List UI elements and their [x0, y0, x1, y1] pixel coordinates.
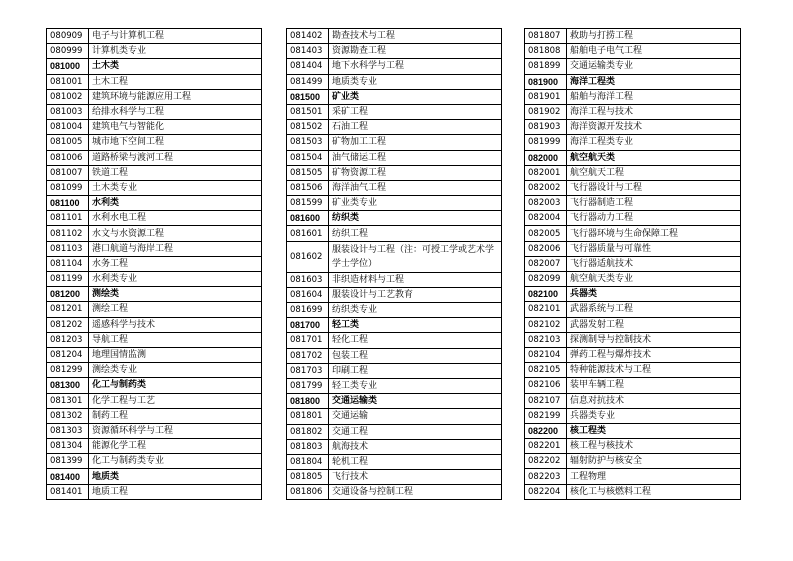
major-code-cell: 081203 — [47, 332, 89, 347]
major-code-cell: 081501 — [287, 104, 329, 119]
major-code-cell: 081202 — [47, 317, 89, 332]
major-code-cell: 080999 — [47, 44, 89, 59]
major-name-cell: 飞行器环境与生命保障工程 — [567, 226, 741, 241]
table-row — [47, 408, 262, 423]
major-code-cell: 082202 — [525, 454, 567, 469]
major-code-cell: 082103 — [525, 332, 567, 347]
major-code-cell: 081404 — [287, 59, 329, 74]
major-code-cell: 081899 — [525, 59, 567, 74]
major-name-cell: 辐射防护与核安全 — [567, 454, 741, 469]
table-row — [287, 241, 502, 272]
major-code-cell: 081204 — [47, 347, 89, 362]
table-row — [47, 150, 262, 165]
major-code-cell: 081004 — [47, 120, 89, 135]
table-row — [525, 363, 741, 378]
major-code-cell: 081703 — [287, 363, 329, 378]
major-code-cell: 081599 — [287, 196, 329, 211]
table-row — [525, 196, 741, 211]
major-code-cell: 082001 — [525, 165, 567, 180]
category-header-row — [287, 394, 502, 409]
major-code-cell: 082105 — [525, 363, 567, 378]
major-code-cell: 081401 — [47, 484, 89, 499]
major-name-cell: 交通运输类专业 — [567, 59, 741, 74]
major-code-cell: 081200 — [47, 287, 89, 302]
major-code-cell: 081302 — [47, 408, 89, 423]
table-row — [287, 120, 502, 135]
major-name-cell: 制药工程 — [89, 408, 262, 423]
major-name-cell: 石油工程 — [329, 120, 502, 135]
major-name-cell: 化工与制药类 — [89, 378, 262, 393]
major-name-cell: 核工程类 — [567, 423, 741, 438]
major-name-cell: 测绘类 — [89, 287, 262, 302]
major-name-cell: 给排水科学与工程 — [89, 104, 262, 119]
major-code-cell: 081003 — [47, 104, 89, 119]
table-row — [47, 135, 262, 150]
major-code-cell: 081403 — [287, 44, 329, 59]
category-header-row — [287, 318, 502, 333]
major-name-cell: 资源勘查工程 — [329, 44, 502, 59]
major-code-cell: 081699 — [287, 303, 329, 318]
table-row — [287, 59, 502, 74]
major-code-cell: 082102 — [525, 317, 567, 332]
major-name-cell: 计算机类专业 — [89, 44, 262, 59]
table-row — [287, 378, 502, 393]
major-name-cell: 建筑电气与智能化 — [89, 120, 262, 135]
major-code-cell: 082100 — [525, 287, 567, 302]
major-code-cell: 081000 — [47, 59, 89, 74]
major-code-cell: 081100 — [47, 196, 89, 211]
major-code-cell: 081103 — [47, 241, 89, 256]
table-row — [525, 302, 741, 317]
major-name-cell: 航海技术 — [329, 439, 502, 454]
major-code-cell: 082200 — [525, 423, 567, 438]
major-name-cell: 能源化学工程 — [89, 439, 262, 454]
category-header-row — [47, 378, 262, 393]
major-code-cell: 081902 — [525, 104, 567, 119]
major-code-cell: 081500 — [287, 89, 329, 104]
major-code-cell: 081504 — [287, 150, 329, 165]
major-code-cell: 082000 — [525, 150, 567, 165]
major-name-cell: 交通工程 — [329, 424, 502, 439]
table-row — [47, 423, 262, 438]
major-code-cell: 081604 — [287, 287, 329, 302]
major-name-cell: 印刷工程 — [329, 363, 502, 378]
major-name-cell: 土木类专业 — [89, 180, 262, 195]
table-row — [525, 89, 741, 104]
major-code-cell: 081102 — [47, 226, 89, 241]
major-code-cell: 081601 — [287, 226, 329, 241]
major-name-cell: 轮机工程 — [329, 454, 502, 469]
major-code-cell: 082006 — [525, 241, 567, 256]
table-row — [525, 454, 741, 469]
table-row — [287, 333, 502, 348]
table-row — [525, 165, 741, 180]
category-header-row — [47, 59, 262, 74]
major-name-cell: 交通运输类 — [329, 394, 502, 409]
major-name-cell: 武器发射工程 — [567, 317, 741, 332]
major-name-cell: 船舶与海洋工程 — [567, 89, 741, 104]
major-code-cell: 081901 — [525, 89, 567, 104]
major-name-cell: 油气储运工程 — [329, 150, 502, 165]
major-code-cell: 081805 — [287, 470, 329, 485]
major-code-cell: 081007 — [47, 165, 89, 180]
category-header-row — [287, 89, 502, 104]
major-name-cell: 矿物资源工程 — [329, 165, 502, 180]
major-code-cell: 081101 — [47, 211, 89, 226]
major-name-cell: 测绘工程 — [89, 302, 262, 317]
major-code-cell: 081602 — [287, 241, 329, 272]
major-name-cell: 交通设备与控制工程 — [329, 485, 502, 500]
major-name-cell: 特种能源技术与工程 — [567, 363, 741, 378]
major-name-cell: 纺织工程 — [329, 226, 502, 241]
major-code-cell: 082106 — [525, 378, 567, 393]
table-row — [525, 226, 741, 241]
table-row — [47, 211, 262, 226]
major-name-cell: 水利水电工程 — [89, 211, 262, 226]
table-row — [47, 165, 262, 180]
category-header-row — [525, 423, 741, 438]
table-row — [47, 241, 262, 256]
table-row — [47, 74, 262, 89]
major-name-cell: 轻工类 — [329, 318, 502, 333]
major-name-cell: 武器系统与工程 — [567, 302, 741, 317]
table-row — [287, 44, 502, 59]
category-header-row — [47, 287, 262, 302]
table-row — [47, 44, 262, 59]
table-row — [287, 272, 502, 287]
major-code-cell: 081999 — [525, 135, 567, 150]
major-code-cell: 081099 — [47, 180, 89, 195]
major-name-cell: 地理国情监测 — [89, 347, 262, 362]
table-row — [525, 120, 741, 135]
category-header-row — [47, 469, 262, 484]
major-code-cell: 081701 — [287, 333, 329, 348]
major-name-cell: 建筑环境与能源应用工程 — [89, 89, 262, 104]
table-row — [287, 180, 502, 195]
major-code-cell: 082099 — [525, 272, 567, 287]
major-code-cell: 081803 — [287, 439, 329, 454]
table-row — [287, 454, 502, 469]
table-row — [47, 484, 262, 499]
major-name-cell: 测绘类专业 — [89, 363, 262, 378]
table-row — [525, 484, 741, 499]
major-name-cell: 导航工程 — [89, 332, 262, 347]
major-name-cell: 兵器类 — [567, 287, 741, 302]
major-name-cell: 海洋工程与技术 — [567, 104, 741, 119]
table-row — [525, 44, 741, 59]
major-code-cell: 081006 — [47, 150, 89, 165]
major-code-cell: 081303 — [47, 423, 89, 438]
major-code-cell: 081503 — [287, 135, 329, 150]
major-name-cell: 地质工程 — [89, 484, 262, 499]
table-row — [47, 454, 262, 469]
major-name-cell: 船舶电子电气工程 — [567, 44, 741, 59]
major-code-cell: 081400 — [47, 469, 89, 484]
table-row — [525, 29, 741, 44]
major-name-cell: 铁道工程 — [89, 165, 262, 180]
major-code-cell: 081903 — [525, 120, 567, 135]
table-row — [525, 135, 741, 150]
table-row — [525, 272, 741, 287]
major-code-cell: 081506 — [287, 180, 329, 195]
major-code-cell: 081702 — [287, 348, 329, 363]
major-name-cell: 水利类专业 — [89, 272, 262, 287]
table-row — [47, 332, 262, 347]
table-row — [287, 485, 502, 500]
major-name-cell: 矿业类 — [329, 89, 502, 104]
table-row — [287, 348, 502, 363]
major-code-cell: 081700 — [287, 318, 329, 333]
table-row — [525, 104, 741, 119]
category-header-row — [287, 211, 502, 226]
major-code-cell: 082101 — [525, 302, 567, 317]
major-code-cell: 081502 — [287, 120, 329, 135]
major-code-cell: 082199 — [525, 408, 567, 423]
major-code-cell: 081301 — [47, 393, 89, 408]
category-header-row — [525, 287, 741, 302]
major-name-cell: 水务工程 — [89, 256, 262, 271]
major-name-cell: 飞行器制造工程 — [567, 196, 741, 211]
major-name-cell: 水文与水资源工程 — [89, 226, 262, 241]
major-code-cell: 081800 — [287, 394, 329, 409]
major-name-cell: 轻化工程 — [329, 333, 502, 348]
major-table-column-1 — [46, 28, 262, 500]
major-table-column-2 — [286, 28, 502, 500]
table-row — [525, 317, 741, 332]
major-name-cell: 纺织类 — [329, 211, 502, 226]
table-row — [287, 74, 502, 89]
table-row — [287, 470, 502, 485]
category-header-row — [525, 74, 741, 89]
major-code-cell: 082007 — [525, 256, 567, 271]
major-code-cell: 082107 — [525, 393, 567, 408]
major-code-cell: 081399 — [47, 454, 89, 469]
major-code-cell: 081001 — [47, 74, 89, 89]
major-code-cell: 081201 — [47, 302, 89, 317]
major-code-cell: 082104 — [525, 347, 567, 362]
major-code-cell: 081300 — [47, 378, 89, 393]
major-code-cell: 082005 — [525, 226, 567, 241]
category-header-row — [47, 196, 262, 211]
table-row — [47, 347, 262, 362]
major-name-cell: 道路桥梁与渡河工程 — [89, 150, 262, 165]
major-name-cell: 包装工程 — [329, 348, 502, 363]
major-name-cell: 纺织类专业 — [329, 303, 502, 318]
table-row — [47, 317, 262, 332]
major-code-cell: 081299 — [47, 363, 89, 378]
table-row — [525, 378, 741, 393]
table-row — [47, 272, 262, 287]
table-row — [525, 256, 741, 271]
major-code-cell: 081603 — [287, 272, 329, 287]
table-row — [47, 439, 262, 454]
major-code-cell: 081304 — [47, 439, 89, 454]
major-name-cell: 资源循环科学与工程 — [89, 423, 262, 438]
major-name-cell: 航空航天类专业 — [567, 272, 741, 287]
major-name-cell: 非织造材料与工程 — [329, 272, 502, 287]
major-code-cell: 081806 — [287, 485, 329, 500]
major-code-cell: 082204 — [525, 484, 567, 499]
major-code-cell: 081801 — [287, 409, 329, 424]
major-name-cell: 探测制导与控制技术 — [567, 332, 741, 347]
major-name-cell: 救助与打捞工程 — [567, 29, 741, 44]
major-name-cell: 飞行技术 — [329, 470, 502, 485]
major-name-cell: 交通运输 — [329, 409, 502, 424]
major-code-cell: 082002 — [525, 180, 567, 195]
table-row — [287, 196, 502, 211]
major-name-cell: 勘查技术与工程 — [329, 29, 502, 44]
table-row — [287, 29, 502, 44]
major-name-cell: 遥感科学与技术 — [89, 317, 262, 332]
major-name-cell: 飞行器设计与工程 — [567, 180, 741, 195]
major-code-cell: 082004 — [525, 211, 567, 226]
major-code-cell: 081600 — [287, 211, 329, 226]
table-row — [47, 226, 262, 241]
major-name-cell: 地下水科学与工程 — [329, 59, 502, 74]
table-row — [525, 469, 741, 484]
table-row — [287, 409, 502, 424]
major-name-cell: 化学工程与工艺 — [89, 393, 262, 408]
table-row — [47, 89, 262, 104]
major-name-cell: 飞行器质量与可靠性 — [567, 241, 741, 256]
table-row — [525, 332, 741, 347]
table-row — [287, 439, 502, 454]
table-row — [47, 104, 262, 119]
major-name-cell: 海洋资源开发技术 — [567, 120, 741, 135]
major-code-cell: 081104 — [47, 256, 89, 271]
major-name-cell: 轻工类专业 — [329, 378, 502, 393]
major-name-cell: 城市地下空间工程 — [89, 135, 262, 150]
table-row — [47, 256, 262, 271]
table-row — [287, 150, 502, 165]
major-name-cell: 化工与制药类专业 — [89, 454, 262, 469]
table-row — [47, 302, 262, 317]
major-name-cell: 飞行器适航技术 — [567, 256, 741, 271]
table-row — [525, 393, 741, 408]
major-code-cell: 081402 — [287, 29, 329, 44]
major-name-cell: 核工程与核技术 — [567, 439, 741, 454]
table-row — [525, 408, 741, 423]
major-name-cell: 服装设计与工艺教育 — [329, 287, 502, 302]
major-code-cell: 081199 — [47, 272, 89, 287]
table-row — [525, 241, 741, 256]
table-row — [525, 211, 741, 226]
major-name-cell: 弹药工程与爆炸技术 — [567, 347, 741, 362]
major-code-cell: 081804 — [287, 454, 329, 469]
major-name-cell: 采矿工程 — [329, 104, 502, 119]
major-code-cell: 081808 — [525, 44, 567, 59]
table-row — [287, 424, 502, 439]
table-row — [287, 303, 502, 318]
table-row — [525, 180, 741, 195]
table-row — [47, 120, 262, 135]
table-row — [525, 347, 741, 362]
major-name-cell: 矿业类专业 — [329, 196, 502, 211]
table-row — [287, 226, 502, 241]
major-table-column-3 — [524, 28, 741, 500]
major-code-cell: 081802 — [287, 424, 329, 439]
table-row — [47, 180, 262, 195]
major-name-cell: 土木类 — [89, 59, 262, 74]
major-name-cell: 土木工程 — [89, 74, 262, 89]
major-code-cell: 081005 — [47, 135, 89, 150]
table-row — [287, 287, 502, 302]
major-code-cell: 081499 — [287, 74, 329, 89]
major-code-cell: 082203 — [525, 469, 567, 484]
major-code-cell: 082201 — [525, 439, 567, 454]
major-code-cell: 081002 — [47, 89, 89, 104]
major-name-cell: 航空航天工程 — [567, 165, 741, 180]
major-code-cell: 082003 — [525, 196, 567, 211]
major-name-cell: 飞行器动力工程 — [567, 211, 741, 226]
category-header-row — [525, 150, 741, 165]
major-name-cell: 服装设计与工程（注：可授工学或艺术学学士学位） — [329, 241, 502, 272]
table-row — [47, 363, 262, 378]
major-code-cell: 081799 — [287, 378, 329, 393]
table-row — [525, 439, 741, 454]
major-code-cell: 081900 — [525, 74, 567, 89]
table-row — [47, 393, 262, 408]
major-name-cell: 地质类专业 — [329, 74, 502, 89]
major-name-cell: 港口航道与海岸工程 — [89, 241, 262, 256]
major-name-cell: 海洋工程类 — [567, 74, 741, 89]
major-name-cell: 水利类 — [89, 196, 262, 211]
major-code-cell: 081505 — [287, 165, 329, 180]
major-name-cell: 核化工与核燃料工程 — [567, 484, 741, 499]
major-name-cell: 地质类 — [89, 469, 262, 484]
table-row — [47, 29, 262, 44]
major-name-cell: 装甲车辆工程 — [567, 378, 741, 393]
table-row — [525, 59, 741, 74]
table-row — [287, 363, 502, 378]
major-name-cell: 海洋油气工程 — [329, 180, 502, 195]
major-name-cell: 工程物理 — [567, 469, 741, 484]
major-name-cell: 海洋工程类专业 — [567, 135, 741, 150]
major-code-cell: 080909 — [47, 29, 89, 44]
major-name-cell: 航空航天类 — [567, 150, 741, 165]
major-name-cell: 电子与计算机工程 — [89, 29, 262, 44]
table-row — [287, 135, 502, 150]
table-row — [287, 104, 502, 119]
major-code-cell: 081807 — [525, 29, 567, 44]
major-name-cell: 信息对抗技术 — [567, 393, 741, 408]
major-name-cell: 兵器类专业 — [567, 408, 741, 423]
table-row — [287, 165, 502, 180]
major-name-cell: 矿物加工工程 — [329, 135, 502, 150]
